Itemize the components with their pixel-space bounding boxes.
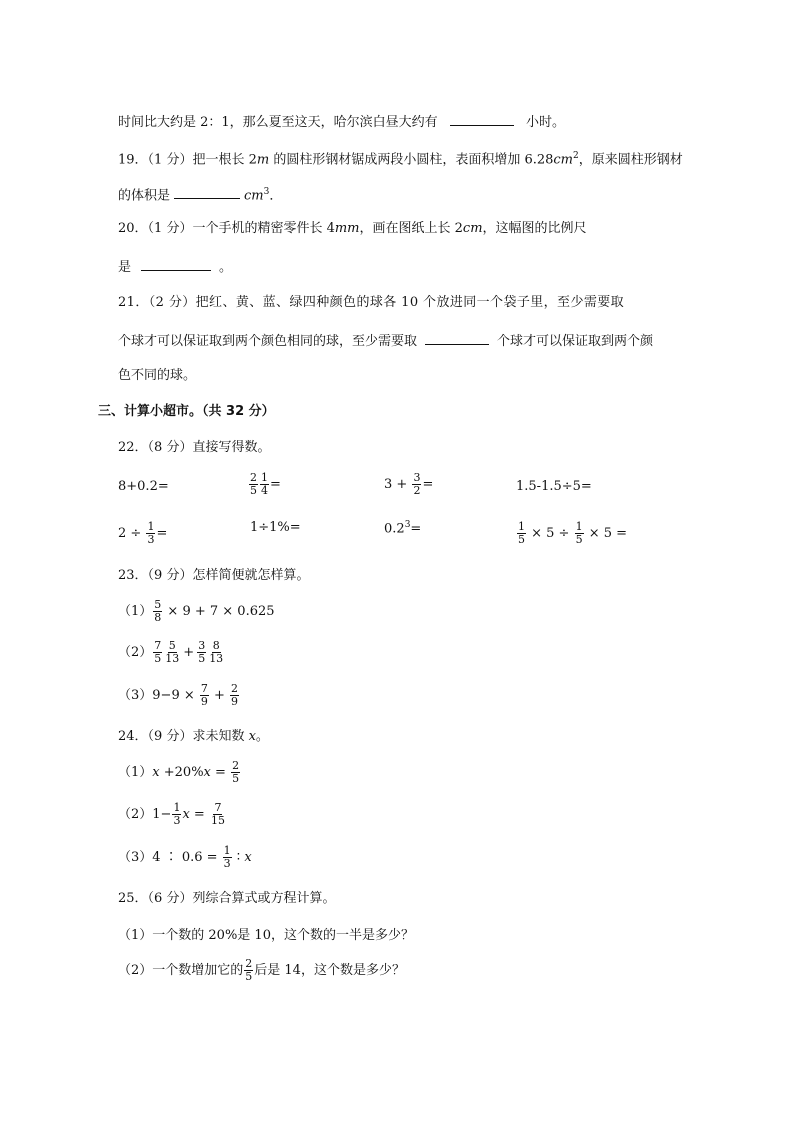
calc-item-7: [384, 520, 421, 536]
fraction: $\frac{3}{2}$: [413, 471, 421, 497]
equals: =: [156, 526, 168, 541]
q23-part-3: [118, 683, 240, 708]
expr: × 5 ÷: [527, 526, 574, 541]
calc-item-8: [516, 521, 627, 546]
q24-part-2: [118, 802, 227, 827]
variable-x: x: [203, 765, 211, 780]
q18-text: 时间比大约是 2：1，那么夏至这天，哈尔滨白昼大约有: [118, 115, 438, 130]
expr: × 5 =: [584, 526, 628, 541]
plus: +: [209, 688, 230, 703]
fraction: $\frac{5}{8}$: [154, 598, 162, 624]
q22-title: [118, 440, 270, 456]
q18-continuation: [118, 113, 565, 131]
q24-part-3: [118, 845, 252, 870]
calc-item-1: [118, 479, 169, 494]
q24-text-end: 。: [255, 729, 269, 744]
q25-part-2: [118, 958, 405, 983]
ratio-sign: ∶: [232, 850, 245, 865]
expr: +20%: [159, 765, 204, 780]
variable-x: x: [244, 850, 252, 865]
q21-text-2: 个球才可以保证取到两个颜色相同的球，至少需要取: [118, 334, 418, 349]
part-label: （1）: [118, 765, 153, 780]
expr: 0.2: [384, 521, 405, 537]
fraction: $\frac{7}{9}$: [200, 682, 208, 708]
expr: 3 +: [384, 477, 412, 492]
expr: 1.5-1.5÷5=: [516, 479, 592, 494]
q23-part-2: [118, 640, 225, 665]
plus: +: [183, 645, 195, 660]
calc-item-2: [248, 472, 281, 497]
q23-text: 23．（9 分）怎样简便就怎样算。: [118, 568, 310, 583]
fraction: $\frac{8}{13}$: [209, 639, 224, 665]
fraction: $\frac{3}{5}$: [198, 639, 206, 665]
q19-text-3: ，原来圆柱形钢材: [578, 152, 683, 168]
calc-item-3: [384, 472, 433, 497]
exponent: 3: [404, 520, 411, 530]
q19-line2: 的体积是 $cm^3$．: [118, 187, 283, 204]
variable-x: x: [248, 729, 256, 744]
variable-x: x: [152, 765, 160, 780]
q19-text-2: 的圆柱形钢材锯成两段小圆柱，表面积增加 6.28: [269, 152, 554, 168]
q25-text: 25．（6 分）列综合算式或方程计算。: [118, 891, 336, 906]
unit-m: m: [256, 152, 270, 168]
fraction: $\frac{1}{4}$: [261, 471, 268, 497]
equals: =: [210, 765, 231, 780]
q24-part-1: [118, 760, 241, 785]
part-label: （2）: [118, 645, 153, 660]
part-label: （2）: [118, 807, 153, 822]
expr: 1−: [152, 807, 172, 822]
q21-line3: [118, 368, 196, 384]
answer-blank[interactable]: [425, 332, 489, 345]
fraction: $\frac{1}{5}$: [518, 520, 525, 546]
part-label: （3）: [118, 688, 153, 703]
unit-cm: cm: [462, 221, 483, 236]
expr: 4 ∶ 0.6 =: [152, 850, 222, 865]
fraction: $\frac{2}{5}$: [245, 957, 253, 983]
q20-text-4: 是: [118, 260, 132, 275]
part-label: （1）: [118, 604, 153, 619]
q21-text-3: 个球才可以保证取到两个颜: [497, 334, 654, 349]
fraction: $\frac{1}{3}$: [223, 844, 231, 870]
q25-title: [118, 891, 335, 907]
expr: 1÷1%=: [250, 520, 301, 535]
fraction: $\frac{7}{5}$: [154, 639, 162, 665]
section-3-title: 三、计算小超市。（共 32 分）: [98, 404, 275, 419]
q20-text: 20．（1 分）一个手机的精密零件长 4: [118, 221, 335, 236]
answer-blank[interactable]: [174, 186, 240, 199]
q24-title: [118, 729, 269, 745]
unit-mm: mm: [334, 221, 360, 236]
q20-line1: [118, 221, 697, 237]
expr: 8+0.2=: [118, 479, 169, 494]
answer-blank[interactable]: [450, 113, 514, 126]
calc-item-6: [250, 520, 301, 535]
fraction: $\frac{1}{5}$: [575, 520, 583, 546]
calc-item-4: [516, 479, 592, 494]
expr: × 9 + 7 × 0.625: [163, 604, 275, 619]
fraction: $\frac{2}{9}$: [231, 682, 239, 708]
equals: =: [410, 521, 422, 537]
fraction: $\frac{2}{5}$: [250, 471, 257, 497]
q23-part-1: [118, 599, 275, 624]
q23-title: [118, 568, 309, 584]
q20-text-5: 。: [219, 260, 233, 275]
part-label: （3）: [118, 850, 153, 865]
fraction: $\frac{7}{15}$: [210, 801, 225, 827]
equals: =: [270, 477, 281, 492]
equals: =: [422, 477, 434, 492]
q21-line1: [118, 295, 697, 311]
q25-part-2-text: （2）一个数增加它的: [118, 963, 244, 978]
answer-blank[interactable]: [141, 258, 211, 271]
q19-text: 19．（1 分）把一根长 2: [118, 152, 257, 168]
variable-x: x: [182, 807, 190, 822]
q25-part-1: [118, 928, 414, 944]
section-title: [98, 404, 275, 420]
fraction: $\frac{1}{3}$: [173, 801, 181, 827]
q21-line2: [118, 332, 653, 350]
q21-text: 21．（2 分）把红、黄、蓝、绿四种颜色的球各 10 个放进同一个袋子里，至少需要取: [118, 295, 625, 310]
unit-cm3: cm: [244, 188, 264, 204]
expr: 2 ÷: [118, 526, 146, 541]
fraction: $\frac{2}{5}$: [232, 759, 240, 785]
equals: =: [189, 807, 209, 822]
expr: 9−9 ×: [152, 688, 199, 703]
q22-text: 22．（8 分）直接写得数。: [118, 440, 271, 455]
q19-text-5: ．: [269, 188, 283, 204]
fraction: $\frac{5}{13}$: [165, 639, 180, 665]
q25-part-2-text-end: 后是 14，这个数是多少？: [254, 963, 405, 978]
fraction: $\frac{1}{3}$: [147, 520, 155, 546]
q18-text-end: 小时。: [525, 115, 565, 130]
q19-text-4: 的体积是: [118, 188, 171, 204]
q20-text-3: ，这幅图的比例尺: [482, 221, 587, 236]
q19-line1: 19．（1 分）把一根长 2m 的圆柱形钢材锯成两段小圆柱，表面积增加 $6.28cm^2$，原来圆柱形钢材: [118, 151, 683, 168]
q20-text-2: ，画在图纸上长 2: [359, 221, 463, 236]
unit-cm2: cm: [553, 152, 574, 168]
calc-item-5: [118, 521, 167, 546]
q21-text-4: 色不同的球。: [118, 368, 197, 383]
q20-line2: [118, 258, 232, 276]
q24-text: 24．（9 分）求未知数: [118, 729, 249, 744]
q25-part-1-text: （1）一个数的 20%是 10，这个数的一半是多少？: [118, 928, 414, 943]
